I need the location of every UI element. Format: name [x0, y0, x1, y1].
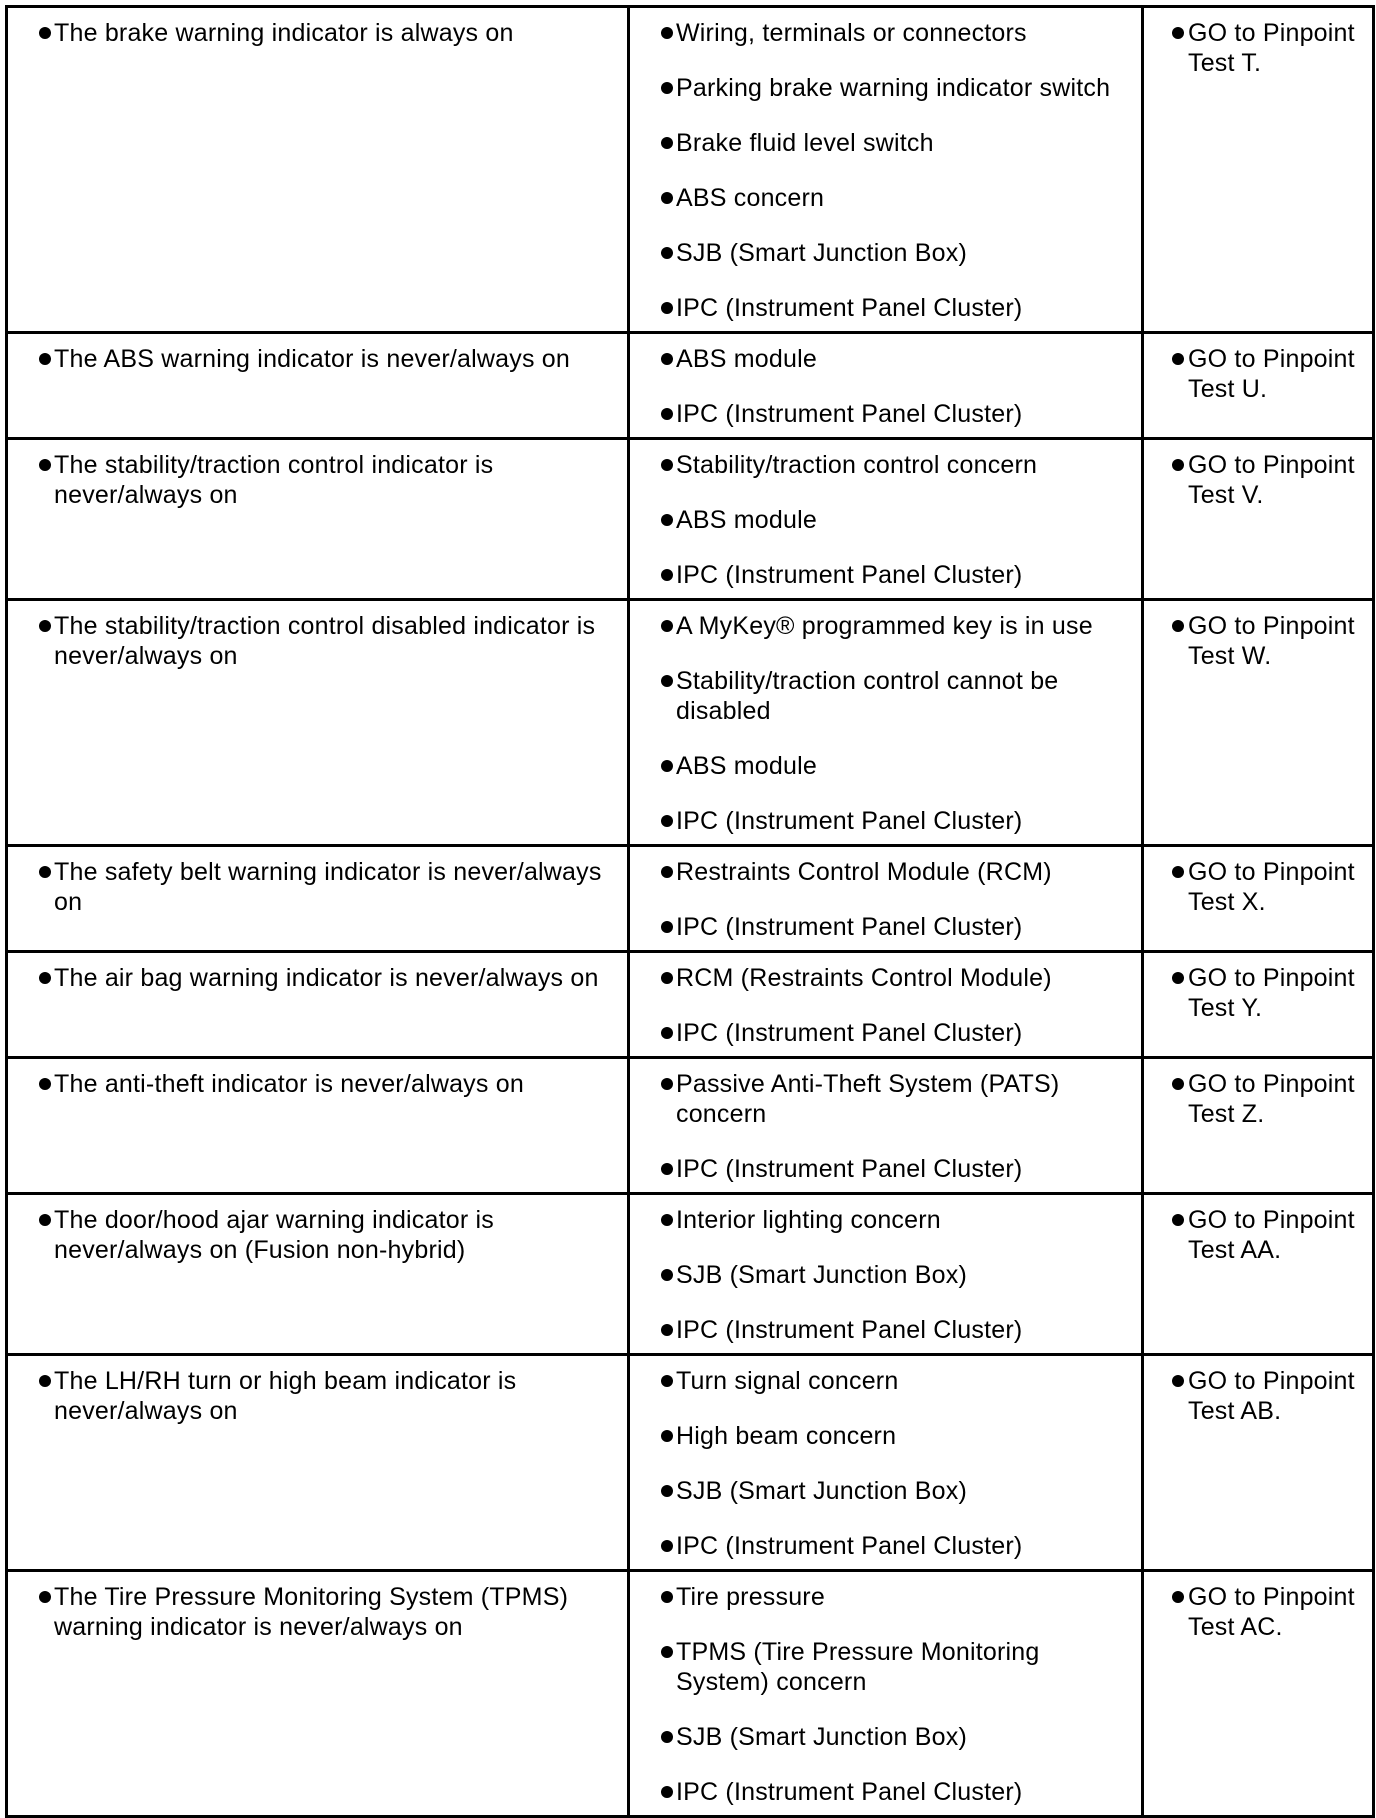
possible-source-item: RCM (Restraints Control Module) — [640, 963, 1131, 993]
action-cell-list — [1154, 18, 1362, 78]
possible-source-item: ABS module — [640, 505, 1131, 535]
action-cell — [1143, 1355, 1374, 1571]
symptom-cell — [7, 1571, 629, 1817]
possible-source-cell — [629, 846, 1143, 952]
possible-source-item: Interior lighting concern — [640, 1205, 1131, 1235]
symptom-cell — [7, 1355, 629, 1571]
possible-source-item: IPC (Instrument Panel Cluster) — [640, 560, 1131, 590]
action-cell — [1143, 1194, 1374, 1355]
possible-source-item: IPC (Instrument Panel Cluster) — [640, 1777, 1131, 1807]
action-text: GO to Pinpoint Test V. — [1154, 450, 1362, 510]
action-text: GO to Pinpoint Test X. — [1154, 857, 1362, 917]
symptom-cell-list — [18, 1582, 617, 1642]
possible-source-cell-list — [640, 1582, 1131, 1807]
possible-source-item: Brake fluid level switch — [640, 128, 1131, 158]
action-text: GO to Pinpoint Test W. — [1154, 611, 1362, 671]
action-cell-list — [1154, 1366, 1362, 1426]
possible-source-cell-list — [640, 344, 1131, 429]
table-body — [7, 7, 1374, 1817]
possible-source-item: IPC (Instrument Panel Cluster) — [640, 1018, 1131, 1048]
symptom-cell — [7, 846, 629, 952]
possible-source-item: SJB (Smart Junction Box) — [640, 1260, 1131, 1290]
symptom-cell-list — [18, 1366, 617, 1426]
action-cell — [1143, 952, 1374, 1058]
symptom-cell-list — [18, 963, 617, 993]
possible-source-cell-list — [640, 1366, 1131, 1561]
possible-source-item: Wiring, terminals or connectors — [640, 18, 1131, 48]
possible-source-item: SJB (Smart Junction Box) — [640, 1722, 1131, 1752]
symptom-cell-list — [18, 1069, 617, 1099]
symptom-cell-list — [18, 344, 617, 374]
symptom-cell-list — [18, 450, 617, 510]
possible-source-item: IPC (Instrument Panel Cluster) — [640, 1154, 1131, 1184]
action-text: GO to Pinpoint Test Z. — [1154, 1069, 1362, 1129]
table-row — [7, 600, 1374, 846]
symptom-cell — [7, 1058, 629, 1194]
action-cell — [1143, 1571, 1374, 1817]
possible-source-item: Restraints Control Module (RCM) — [640, 857, 1131, 887]
symptom-text: The stability/traction control indicator is never/always on — [18, 450, 617, 510]
table-row — [7, 846, 1374, 952]
possible-source-item: Tire pressure — [640, 1582, 1131, 1612]
possible-source-cell-list — [640, 18, 1131, 323]
possible-source-item: A MyKey® programmed key is in use — [640, 611, 1131, 641]
symptom-cell — [7, 7, 629, 333]
possible-source-cell-list — [640, 1069, 1131, 1184]
possible-source-cell — [629, 1194, 1143, 1355]
action-text: GO to Pinpoint Test Y. — [1154, 963, 1362, 1023]
possible-source-cell-list — [640, 857, 1131, 942]
action-cell-list — [1154, 963, 1362, 1023]
possible-source-item: IPC (Instrument Panel Cluster) — [640, 912, 1131, 942]
table-row — [7, 333, 1374, 439]
possible-source-item: Stability/traction control cannot be disabled — [640, 666, 1131, 726]
symptom-text: The Tire Pressure Monitoring System (TPMS) warning indicator is never/always on — [18, 1582, 617, 1642]
possible-source-cell — [629, 1571, 1143, 1817]
action-text: GO to Pinpoint Test AC. — [1154, 1582, 1362, 1642]
possible-source-item: IPC (Instrument Panel Cluster) — [640, 293, 1131, 323]
symptom-cell-list — [18, 18, 617, 48]
action-cell-list — [1154, 1582, 1362, 1642]
table-row — [7, 1355, 1374, 1571]
symptom-text: The brake warning indicator is always on — [18, 18, 617, 48]
symptom-text: The door/hood ajar warning indicator is never/always on (Fusion non-hybrid) — [18, 1205, 617, 1265]
table-row — [7, 952, 1374, 1058]
symptom-cell-list — [18, 1205, 617, 1265]
possible-source-cell — [629, 439, 1143, 600]
possible-source-cell — [629, 333, 1143, 439]
possible-source-item: IPC (Instrument Panel Cluster) — [640, 806, 1131, 836]
possible-source-item: IPC (Instrument Panel Cluster) — [640, 399, 1131, 429]
possible-source-item: Passive Anti-Theft System (PATS) concern — [640, 1069, 1131, 1129]
table-row — [7, 7, 1374, 333]
action-cell — [1143, 333, 1374, 439]
action-cell-list — [1154, 450, 1362, 510]
possible-source-item: SJB (Smart Junction Box) — [640, 1476, 1131, 1506]
possible-source-item: IPC (Instrument Panel Cluster) — [640, 1531, 1131, 1561]
possible-source-cell-list — [640, 963, 1131, 1048]
action-cell — [1143, 439, 1374, 600]
possible-source-item: TPMS (Tire Pressure Monitoring System) concern — [640, 1637, 1131, 1697]
action-cell — [1143, 7, 1374, 333]
symptom-cell-list — [18, 857, 617, 917]
possible-source-item: Stability/traction control concern — [640, 450, 1131, 480]
action-cell-list — [1154, 857, 1362, 917]
symptom-text: The LH/RH turn or high beam indicator is never/always on — [18, 1366, 617, 1426]
possible-source-cell — [629, 952, 1143, 1058]
action-cell — [1143, 846, 1374, 952]
possible-source-item: ABS module — [640, 751, 1131, 781]
symptom-cell — [7, 600, 629, 846]
possible-source-cell-list — [640, 611, 1131, 836]
possible-source-cell — [629, 1355, 1143, 1571]
symptom-cell-list — [18, 611, 617, 671]
possible-source-cell-list — [640, 450, 1131, 590]
action-text: GO to Pinpoint Test AA. — [1154, 1205, 1362, 1265]
possible-source-cell-list — [640, 1205, 1131, 1345]
table-row — [7, 1194, 1374, 1355]
possible-source-cell — [629, 600, 1143, 846]
possible-source-item: IPC (Instrument Panel Cluster) — [640, 1315, 1131, 1345]
possible-source-item: High beam concern — [640, 1421, 1131, 1451]
table-row — [7, 1571, 1374, 1817]
action-text: GO to Pinpoint Test T. — [1154, 18, 1362, 78]
action-cell-list — [1154, 1069, 1362, 1129]
action-text: GO to Pinpoint Test AB. — [1154, 1366, 1362, 1426]
symptom-text: The air bag warning indicator is never/always on — [18, 963, 617, 993]
symptom-chart-table — [5, 5, 1375, 1818]
symptom-cell — [7, 1194, 629, 1355]
symptom-cell — [7, 952, 629, 1058]
symptom-cell — [7, 439, 629, 600]
possible-source-cell — [629, 1058, 1143, 1194]
action-cell — [1143, 600, 1374, 846]
possible-source-item: Parking brake warning indicator switch — [640, 73, 1131, 103]
possible-source-item: ABS module — [640, 344, 1131, 374]
table-row — [7, 439, 1374, 600]
possible-source-item: ABS concern — [640, 183, 1131, 213]
possible-source-item: Turn signal concern — [640, 1366, 1131, 1396]
possible-source-item: SJB (Smart Junction Box) — [640, 238, 1131, 268]
symptom-text: The anti-theft indicator is never/always on — [18, 1069, 617, 1099]
action-cell-list — [1154, 1205, 1362, 1265]
table-row — [7, 1058, 1374, 1194]
possible-source-cell — [629, 7, 1143, 333]
action-cell-list — [1154, 344, 1362, 404]
symptom-text: The safety belt warning indicator is never/always on — [18, 857, 617, 917]
symptom-text: The stability/traction control disabled indicator is never/always on — [18, 611, 617, 671]
symptom-cell — [7, 333, 629, 439]
action-cell-list — [1154, 611, 1362, 671]
action-text: GO to Pinpoint Test U. — [1154, 344, 1362, 404]
action-cell — [1143, 1058, 1374, 1194]
symptom-text: The ABS warning indicator is never/always on — [18, 344, 617, 374]
